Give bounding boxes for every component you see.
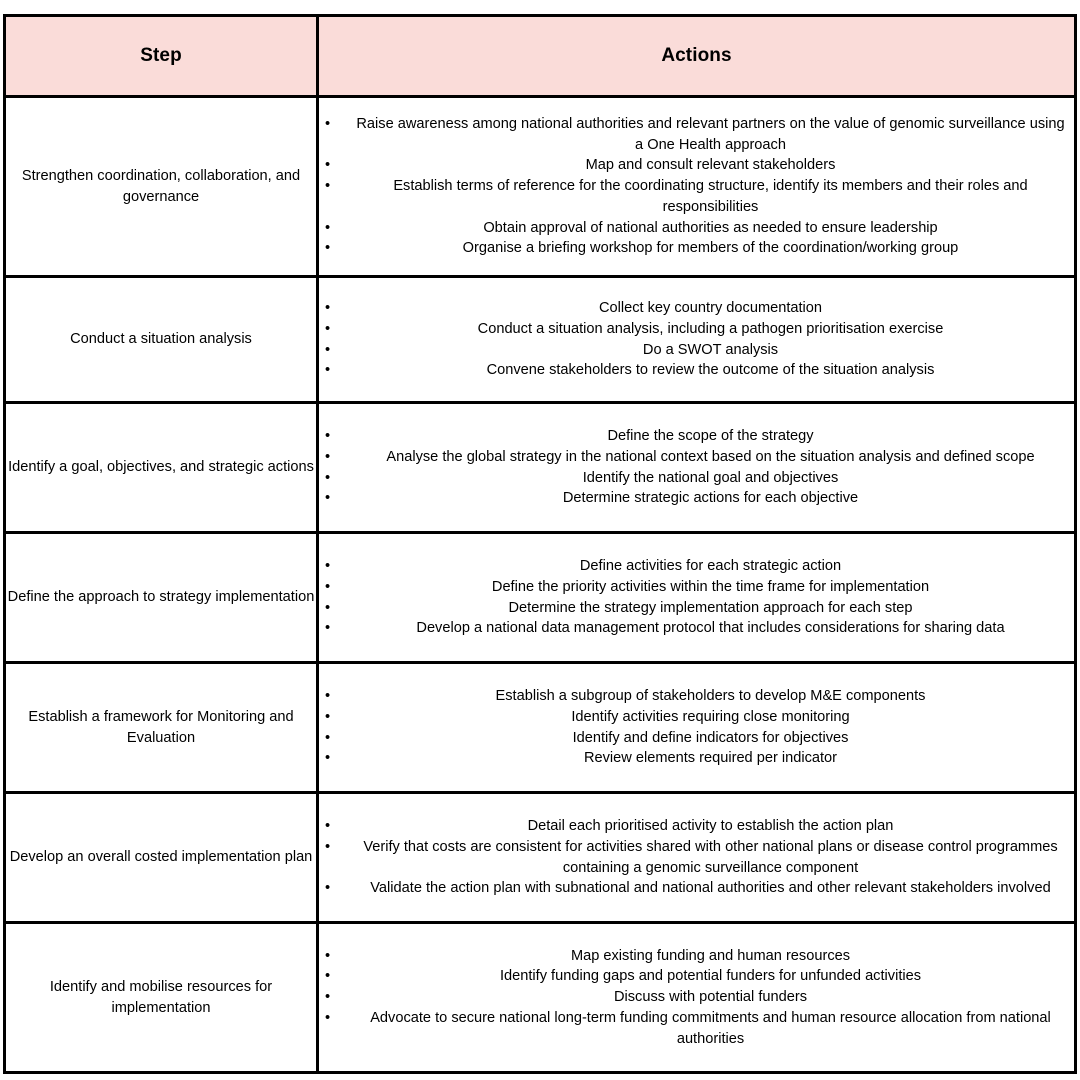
- table-row: [5, 923, 1076, 1073]
- action-list-item: [319, 966, 1074, 987]
- action-text: Define the priority activities within the time frame for implementation: [491, 578, 930, 595]
- action-list-item: [319, 748, 1074, 769]
- action-text: Convene stakeholders to review the outcome of the situation analysis: [486, 362, 935, 379]
- table-row: [5, 533, 1076, 663]
- step-label: Define the approach to strategy implementation: [7, 589, 315, 606]
- action-text: Define the scope of the strategy: [607, 428, 814, 445]
- action-text: Develop a national data management protocol that includes considerations for sharing data: [416, 620, 1005, 637]
- column-header-actions: [318, 16, 1076, 97]
- actions-cell: [318, 663, 1076, 793]
- step-label: Strengthen coordination, collaboration, and governance: [21, 167, 301, 205]
- action-list-item: [319, 238, 1074, 259]
- action-text: Verify that costs are consistent for activities shared with other national plans or disease control programmes containing a genomic surveillance component: [363, 838, 1058, 876]
- actions-cell: [318, 277, 1076, 403]
- step-actions-table: [3, 14, 1077, 1074]
- action-list: [319, 426, 1074, 509]
- action-text: Conduct a situation analysis, including a pathogen prioritisation exercise: [477, 320, 944, 337]
- bullet-icon: •: [325, 178, 331, 195]
- action-text: Collect key country documentation: [598, 300, 823, 317]
- action-list-item: [319, 298, 1074, 319]
- action-text: Establish terms of reference for the coordinating structure, identify its members and their roles and responsibilities: [393, 178, 1028, 215]
- action-list: [319, 298, 1074, 381]
- action-list-item: [319, 598, 1074, 619]
- bullet-icon: •: [325, 558, 331, 575]
- action-list-item: [319, 114, 1074, 155]
- action-text: Detail each prioritised activity to establish the action plan: [527, 818, 894, 835]
- bullet-icon: •: [325, 578, 331, 595]
- column-header-actions-label: Actions: [661, 45, 732, 66]
- action-text: Establish a subgroup of stakeholders to develop M&E components: [495, 688, 926, 705]
- action-list: [319, 946, 1074, 1050]
- header-row: [5, 16, 1076, 97]
- action-list-item: [319, 987, 1074, 1008]
- actions-cell: [318, 97, 1076, 277]
- step-cell: [5, 277, 318, 403]
- action-text: Identify funding gaps and potential funders for unfunded activities: [499, 968, 922, 985]
- action-list-item: [319, 837, 1074, 878]
- step-cell: [5, 533, 318, 663]
- action-text: Validate the action plan with subnational and national authorities and other relevant stakeholders involved: [370, 880, 1051, 897]
- bullet-icon: •: [325, 448, 331, 465]
- action-text: Advocate to secure national long-term funding commitments and human resource allocation from national authorities: [370, 1009, 1051, 1047]
- actions-cell: [318, 403, 1076, 533]
- action-list: [319, 556, 1074, 639]
- bullet-icon: •: [325, 240, 331, 257]
- action-text: Raise awareness among national authorities and relevant partners on the value of genomic surveillance using a One Health approach: [356, 115, 1065, 153]
- action-list-item: [319, 816, 1074, 837]
- action-list-item: [319, 176, 1074, 217]
- action-text: Discuss with potential funders: [613, 989, 808, 1006]
- column-header-step: [5, 16, 318, 97]
- action-list: [319, 816, 1074, 899]
- bullet-icon: •: [325, 620, 331, 637]
- bullet-icon: •: [325, 688, 331, 705]
- step-label: Establish a framework for Monitoring and Evaluation: [28, 708, 294, 746]
- action-list-item: [319, 878, 1074, 899]
- action-list-item: [319, 728, 1074, 749]
- table-row: [5, 793, 1076, 923]
- bullet-icon: •: [325, 115, 331, 132]
- bullet-icon: •: [325, 320, 331, 337]
- step-cell: [5, 923, 318, 1073]
- action-text: Identify and define indicators for objectives: [572, 729, 849, 746]
- actions-cell: [318, 533, 1076, 663]
- table-header: [5, 16, 1076, 97]
- table-row: [5, 97, 1076, 277]
- action-list-item: [319, 488, 1074, 509]
- action-list: [319, 114, 1074, 259]
- action-list: [319, 686, 1074, 769]
- bullet-icon: •: [325, 989, 331, 1006]
- action-text: Map existing funding and human resources: [570, 947, 851, 964]
- bullet-icon: •: [325, 880, 331, 897]
- bullet-icon: •: [325, 818, 331, 835]
- step-label: Develop an overall costed implementation plan: [9, 849, 313, 866]
- bullet-icon: •: [325, 362, 331, 379]
- bullet-icon: •: [325, 947, 331, 964]
- bullet-icon: •: [325, 1009, 331, 1026]
- bullet-icon: •: [325, 729, 331, 746]
- table-body: [5, 97, 1076, 1073]
- action-list-item: [319, 319, 1074, 340]
- action-text: Identify the national goal and objectives: [582, 469, 839, 486]
- action-text: Define activities for each strategic action: [579, 558, 842, 575]
- action-list-item: [319, 1008, 1074, 1049]
- action-text: Organise a briefing workshop for members of the coordination/working group: [462, 240, 959, 257]
- table-row: [5, 663, 1076, 793]
- action-list-item: [319, 218, 1074, 239]
- bullet-icon: •: [325, 341, 331, 358]
- action-list-item: [319, 340, 1074, 361]
- actions-cell: [318, 793, 1076, 923]
- step-label: Conduct a situation analysis: [70, 331, 252, 348]
- bullet-icon: •: [325, 157, 331, 174]
- table-row: [5, 403, 1076, 533]
- action-list-item: [319, 447, 1074, 468]
- bullet-icon: •: [325, 750, 331, 767]
- action-list-item: [319, 686, 1074, 707]
- action-list-item: [319, 468, 1074, 489]
- action-text: Obtain approval of national authorities as needed to ensure leadership: [483, 219, 938, 236]
- action-text: Review elements required per indicator: [583, 750, 838, 767]
- step-label: Identify a goal, objectives, and strategic actions: [8, 459, 314, 476]
- action-list-item: [319, 426, 1074, 447]
- table-row: [5, 277, 1076, 403]
- bullet-icon: •: [325, 428, 331, 445]
- action-text: Do a SWOT analysis: [642, 341, 779, 358]
- bullet-icon: •: [325, 300, 331, 317]
- step-cell: [5, 793, 318, 923]
- bullet-icon: •: [325, 968, 331, 985]
- step-cell: [5, 403, 318, 533]
- action-text: Determine the strategy implementation approach for each step: [508, 599, 913, 616]
- bullet-icon: •: [325, 599, 331, 616]
- bullet-icon: •: [325, 708, 331, 725]
- action-list-item: [319, 946, 1074, 967]
- step-cell: [5, 97, 318, 277]
- action-list-item: [319, 155, 1074, 176]
- action-list-item: [319, 577, 1074, 598]
- action-list-item: [319, 556, 1074, 577]
- step-cell: [5, 663, 318, 793]
- actions-cell: [318, 923, 1076, 1073]
- table-container: [3, 14, 1074, 1074]
- bullet-icon: •: [325, 490, 331, 507]
- action-text: Analyse the global strategy in the national context based on the situation analysis and defined scope: [386, 448, 1035, 465]
- action-text: Identify activities requiring close monitoring: [571, 708, 850, 725]
- action-list-item: [319, 360, 1074, 381]
- action-text: Determine strategic actions for each objective: [562, 490, 859, 507]
- action-list-item: [319, 618, 1074, 639]
- action-list-item: [319, 707, 1074, 728]
- bullet-icon: •: [325, 219, 331, 236]
- step-label: Identify and mobilise resources for implementation: [49, 978, 273, 1016]
- bullet-icon: •: [325, 838, 331, 855]
- bullet-icon: •: [325, 469, 331, 486]
- action-text: Map and consult relevant stakeholders: [585, 157, 836, 174]
- column-header-step-label: Step: [140, 45, 182, 66]
